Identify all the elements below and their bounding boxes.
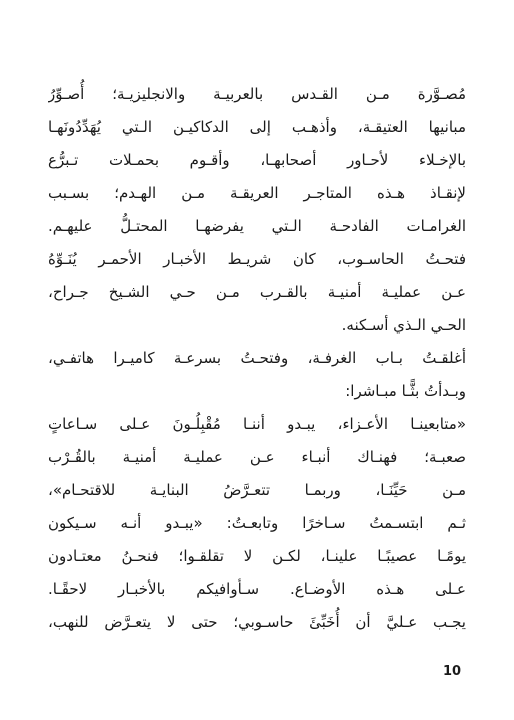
text-line-6: فتحـتُ الحاسـوب، كان شريـط الأخبـار الأحمـر يُنَـوِّهُ xyxy=(48,250,466,268)
text-line-1: مُصـوَّرة مـن القـدس بالعربيـة والانجليزيـة؛ أُصـوِّرُ xyxy=(48,85,466,103)
text-line-5: الغرامـات الفادحـة الـتي يفرضهـا المحتـلُّ عليهـم. xyxy=(48,217,466,235)
text-line-4: لإنقـاذ هـذه المتاجـر العريقـة مـن الهـدم؛ بسـبب xyxy=(48,184,466,202)
text-line-2: مبانيها العتيقـة، وأذهـب إلى الدكاكيـن الـتي يُهَدِّدُونَهـا xyxy=(48,118,466,136)
text-line-14: ثـم ابتسـمتُ سـاخرًا وتابعـتُ: «يبـدو أنـه سـيكون xyxy=(48,514,466,532)
text-line-8: الحـي الـذي أسـكنه. xyxy=(341,316,466,334)
text-line-11: «متابعينـا الأعـزاء، يبـدو أننـا مُقْبِلُـونَ عـلى سـاعاتٍ xyxy=(48,415,466,433)
text-line-7: عـن عمليـة أمنيـة بالقـرب مـن حـي الشـيخ جـراح، xyxy=(48,283,466,301)
text-line-9: أغلقـتُ بـاب الغرفـة، وفتحـتُ بسرعـة كاميـرا هاتفـي، xyxy=(48,349,466,367)
text-line-13: مـن حَيِّنَـا، وربمـا تتعـرَّضُ البنايـة للاقتحـام»، xyxy=(48,481,466,499)
text-line-3: بالإخـلاء لأحـاور أصحابهـا، وأقـوم بحمـلات تـبرُّع xyxy=(48,151,466,169)
text-line-17: يجـب عـليَّ أن أُخَبِّئَ حاسـوبي؛ حتى لا يتعـرَّض للنهب، xyxy=(48,613,466,631)
text-line-12: صعبـة؛ فهنـاك أنبـاء عـن عمليـة أمنيـة بالقُـرْب xyxy=(48,448,466,466)
text-line-16: عـلى هـذه الأوضـاع. سـأوافيكم بالأخبـار لاحقًـا. xyxy=(48,580,466,598)
body-text xyxy=(48,78,466,639)
text-line-10: وبـدأتُ بثًّـا مبـاشرا: xyxy=(345,382,466,400)
page-number: 10 xyxy=(442,664,462,679)
text-line-15: يومًـا عصيبًـا علينـا، لكـن لا تقلقـوا؛ فنحـنُ معتـادون xyxy=(48,547,466,565)
